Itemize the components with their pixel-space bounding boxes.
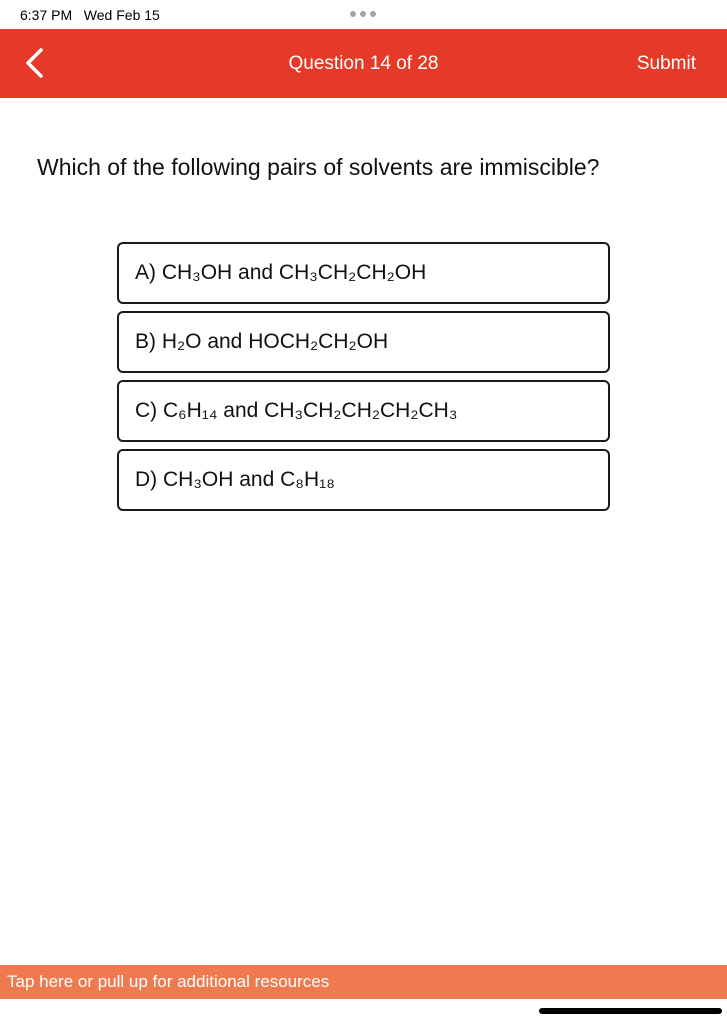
option-c-button[interactable]: C) C₆H₁₄ and CH₃CH₂CH₂CH₂CH₃ [117,380,610,442]
option-b-button[interactable]: B) H₂O and HOCH₂CH₂OH [117,311,610,373]
multitasking-dots-icon[interactable] [350,11,376,17]
top-bar [0,29,727,98]
status-time: 6:37 PM Wed Feb 15 [20,7,160,23]
answer-options [117,242,610,518]
status-bar [0,0,727,29]
dot-icon [370,11,376,17]
dot-icon [350,11,356,17]
submit-button[interactable]: Submit [636,53,696,74]
additional-resources-bar[interactable]: Tap here or pull up for additional resources [0,965,727,999]
dot-icon [360,11,366,17]
question-text: Which of the following pairs of solvents are immiscible? [37,154,600,180]
option-a-button[interactable]: A) CH₃OH and CH₃CH₂CH₂OH [117,242,610,304]
home-indicator[interactable] [539,1008,722,1014]
page-title: Question 14 of 28 [288,53,439,74]
option-d-button[interactable]: D) CH₃OH and C₈H₁₈ [117,449,610,511]
